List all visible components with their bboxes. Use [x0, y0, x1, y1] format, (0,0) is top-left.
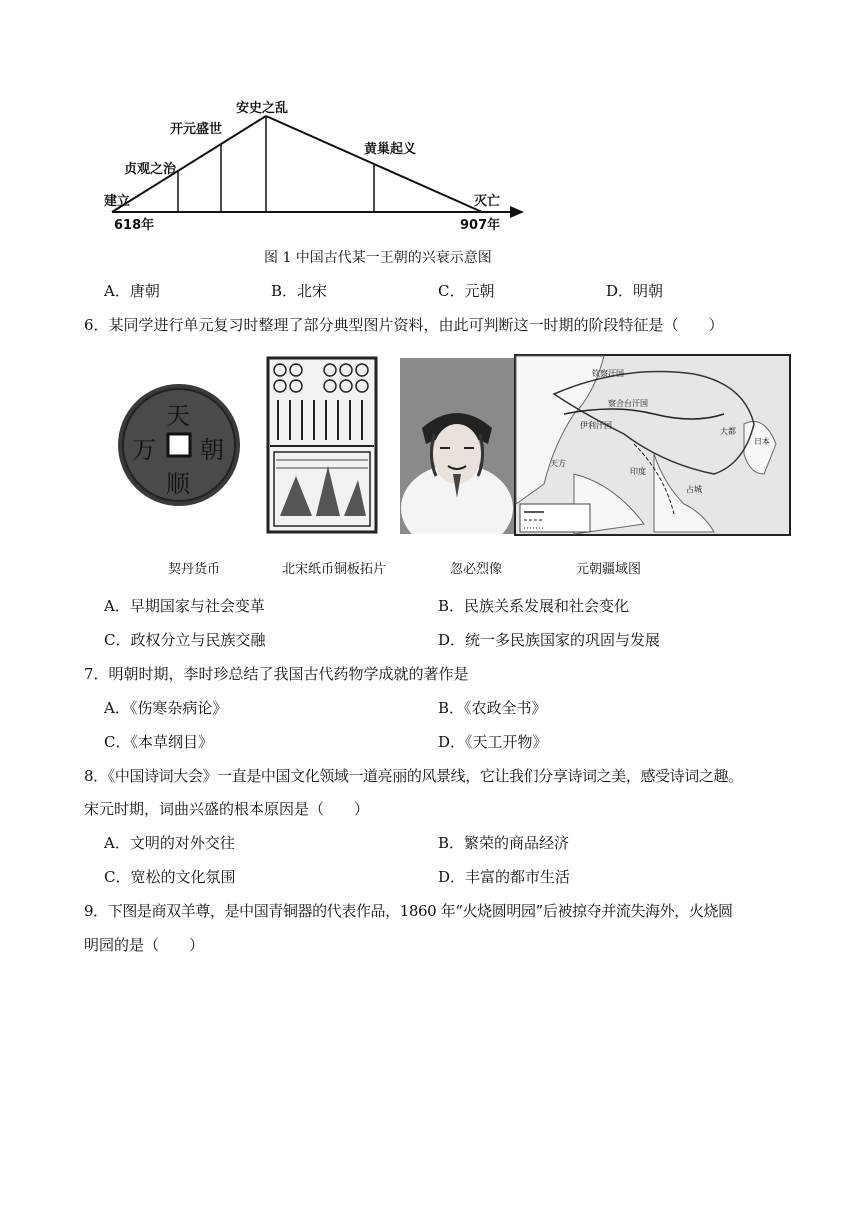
q8-stem-line2: 宋元时期，词曲兴盛的根本原因是（ ） — [84, 800, 370, 818]
coin-char-right: 朝 — [200, 436, 224, 464]
map-label-dadu: 大都 — [720, 427, 736, 436]
caption-song-paper-money: 北宋纸币铜板拓片 — [282, 562, 387, 577]
q5-option-a[interactable]: A．唐朝 — [104, 282, 160, 300]
kublai-khan-portrait — [400, 358, 514, 534]
q6-option-b[interactable]: B．民族关系发展和社会变化 — [438, 597, 630, 615]
map-label-tianfang: 天方 — [550, 459, 566, 468]
q6-option-c[interactable]: C．政权分立与民族交融 — [104, 631, 266, 649]
q7-option-a[interactable]: A．《伤寒杂病论》 — [104, 699, 228, 717]
label-kaiyuan: 开元盛世 — [170, 122, 223, 137]
caption-khitan-coin: 契丹货币 — [168, 562, 221, 577]
label-start-year: 618年 — [114, 218, 155, 233]
label-fall: 灭亡 — [474, 194, 501, 209]
q9-stem-line1: 9．下图是商双羊尊，是中国青铜器的代表作品，1860 年“火烧圆明园”后被掠夺并流失海外，火烧圆 — [84, 902, 733, 920]
q8-stem-line1: 8．《中国诗词大会》一直是中国文化领域一道亮丽的风景线，它让我们分享诗词之美，感受诗词之趣。 — [84, 767, 743, 785]
label-zhenguan: 贞观之治 — [124, 162, 177, 177]
caption-kublai-khan: 忽必烈像 — [450, 562, 503, 577]
caption-yuan-map: 元朝疆域图 — [576, 562, 642, 577]
q7-option-b[interactable]: B．《农政全书》 — [438, 699, 547, 717]
song-paper-money-rubbing — [266, 356, 378, 534]
q6-option-a[interactable]: A．早期国家与社会变革 — [104, 597, 265, 615]
q9-stem-line2: 明园的是（ ） — [84, 936, 205, 954]
map-label-chagatai: 察合台汗国 — [608, 399, 648, 408]
label-founding: 建立 — [104, 194, 131, 209]
map-label-india: 印度 — [630, 467, 646, 476]
q8-option-c[interactable]: C．宽松的文化氛围 — [104, 868, 236, 886]
q7-stem: 7．明朝时期，李时珍总结了我国古代药物学成就的著作是 — [84, 665, 469, 683]
q8-option-a[interactable]: A．文明的对外交往 — [104, 834, 235, 852]
q8-option-b[interactable]: B．繁荣的商品经济 — [438, 834, 570, 852]
coin-char-top: 天 — [166, 402, 190, 430]
label-end-year: 907年 — [460, 218, 501, 233]
map-label-japan: 日本 — [754, 437, 770, 446]
q6-stem: 6．某同学进行单元复习时整理了部分典型图片资料，由此可判断这一时期的阶段特征是（ ） — [84, 316, 724, 334]
coin-char-left: 万 — [132, 436, 156, 464]
q5-option-d[interactable]: D．明朝 — [606, 282, 664, 300]
q8-option-d[interactable]: D．丰富的都市生活 — [438, 868, 571, 886]
q6-option-d[interactable]: D．统一多民族国家的巩固与发展 — [438, 631, 661, 649]
q5-option-b[interactable]: B．北宋 — [271, 282, 328, 300]
label-huangchao: 黄巢起义 — [364, 142, 417, 157]
diagram-caption: 图 1 中国古代某一王朝的兴衰示意图 — [264, 250, 492, 266]
q7-option-c[interactable]: C．《本草纲目》 — [104, 733, 213, 751]
khitan-coin-image — [116, 382, 242, 508]
map-label-ilkhanate: 伊利汗国 — [580, 421, 612, 430]
q7-option-d[interactable]: D．《天工开物》 — [438, 733, 548, 751]
q5-option-c[interactable]: C．元朝 — [438, 282, 495, 300]
label-anshi: 安史之乱 — [236, 101, 289, 116]
map-label-zhancheng: 占城 — [686, 485, 702, 494]
coin-char-bottom: 顺 — [166, 470, 190, 498]
map-label-kipchak: 钦察汗国 — [592, 369, 624, 378]
dynasty-rise-fall-diagram — [100, 92, 530, 232]
yuan-territory-map — [514, 354, 791, 536]
